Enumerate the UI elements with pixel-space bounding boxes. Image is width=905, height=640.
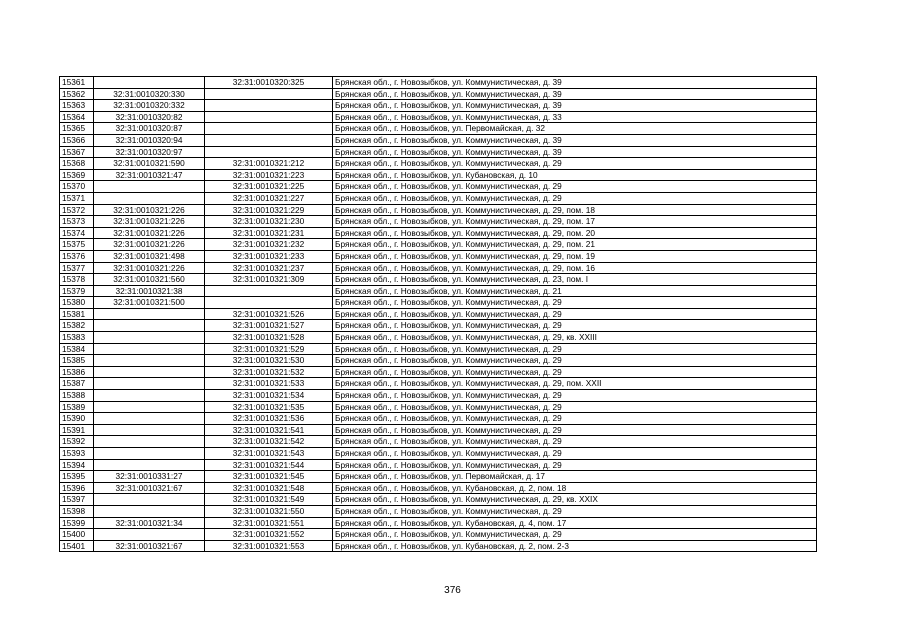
cadastral-number-2-cell: 32:31:0010321:212 bbox=[205, 158, 333, 170]
table-row bbox=[60, 77, 817, 89]
cadastral-number-2-cell: 32:31:0010321:233 bbox=[205, 250, 333, 262]
table-row bbox=[60, 366, 817, 378]
cadastral-number-cell: 32:31:0010321:500 bbox=[94, 297, 205, 309]
cadastral-number-2-cell: 32:31:0010321:545 bbox=[205, 471, 333, 483]
address-cell: Брянская обл., г. Новозыбков, ул. Коммунистическая, д. 29 bbox=[333, 448, 817, 460]
table-row bbox=[60, 204, 817, 216]
row-number-cell: 15389 bbox=[60, 401, 94, 413]
address-cell: Брянская обл., г. Новозыбков, ул. Первомайская, д. 17 bbox=[333, 471, 817, 483]
address-cell: Брянская обл., г. Новозыбков, ул. Коммунистическая, д. 29, пом. XXII bbox=[333, 378, 817, 390]
row-number-cell: 15394 bbox=[60, 459, 94, 471]
row-number-cell: 15373 bbox=[60, 216, 94, 228]
cadastral-number-2-cell bbox=[205, 297, 333, 309]
cadastral-number-2-cell bbox=[205, 88, 333, 100]
row-number-cell: 15391 bbox=[60, 424, 94, 436]
cadastral-number-cell: 32:31:0010321:226 bbox=[94, 227, 205, 239]
cadastral-number-2-cell bbox=[205, 123, 333, 135]
address-cell: Брянская обл., г. Новозыбков, ул. Коммунистическая, д. 33 bbox=[333, 111, 817, 123]
cadastral-number-2-cell: 32:31:0010321:549 bbox=[205, 494, 333, 506]
table-row bbox=[60, 308, 817, 320]
address-cell: Брянская обл., г. Новозыбков, ул. Коммунистическая, д. 39 bbox=[333, 77, 817, 89]
row-number-cell: 15396 bbox=[60, 482, 94, 494]
table-row bbox=[60, 459, 817, 471]
cadastral-number-2-cell: 32:31:0010321:227 bbox=[205, 192, 333, 204]
cadastral-number-cell: 32:31:0010320:332 bbox=[94, 100, 205, 112]
cadastral-number-cell bbox=[94, 436, 205, 448]
cadastral-number-2-cell bbox=[205, 111, 333, 123]
table-row bbox=[60, 494, 817, 506]
table-row bbox=[60, 413, 817, 425]
table-row bbox=[60, 332, 817, 344]
cadastral-number-cell: 32:31:0010320:97 bbox=[94, 146, 205, 158]
address-cell: Брянская обл., г. Новозыбков, ул. Кубановская, д. 4, пом. 17 bbox=[333, 517, 817, 529]
table-row bbox=[60, 181, 817, 193]
cadastral-number-2-cell: 32:31:0010321:553 bbox=[205, 540, 333, 552]
cadastral-number-cell: 32:31:0010320:94 bbox=[94, 134, 205, 146]
row-number-cell: 15383 bbox=[60, 332, 94, 344]
cadastral-number-cell: 32:31:0010321:47 bbox=[94, 169, 205, 181]
row-number-cell: 15378 bbox=[60, 274, 94, 286]
cadastral-number-2-cell: 32:31:0010321:237 bbox=[205, 262, 333, 274]
table-row bbox=[60, 262, 817, 274]
row-number-cell: 15380 bbox=[60, 297, 94, 309]
cadastral-number-cell bbox=[94, 390, 205, 402]
cadastral-number-cell: 32:31:0010320:82 bbox=[94, 111, 205, 123]
cadastral-number-cell: 32:31:0010321:67 bbox=[94, 482, 205, 494]
address-cell: Брянская обл., г. Новозыбков, ул. Коммунистическая, д. 21 bbox=[333, 285, 817, 297]
table-row bbox=[60, 471, 817, 483]
table-row bbox=[60, 320, 817, 332]
page-number: 376 bbox=[444, 585, 461, 596]
address-cell: Брянская обл., г. Новозыбков, ул. Коммунистическая, д. 29 bbox=[333, 343, 817, 355]
address-cell: Брянская обл., г. Новозыбков, ул. Коммунистическая, д. 39 bbox=[333, 100, 817, 112]
address-cell: Брянская обл., г. Новозыбков, ул. Коммунистическая, д. 29, кв. XXIII bbox=[333, 332, 817, 344]
row-number-cell: 15369 bbox=[60, 169, 94, 181]
row-number-cell: 15364 bbox=[60, 111, 94, 123]
address-cell: Брянская обл., г. Новозыбков, ул. Коммунистическая, д. 29 bbox=[333, 181, 817, 193]
table-row bbox=[60, 134, 817, 146]
cadastral-number-cell: 32:31:0010321:34 bbox=[94, 517, 205, 529]
table-row bbox=[60, 111, 817, 123]
address-cell: Брянская обл., г. Новозыбков, ул. Коммунистическая, д. 29, пом. 20 bbox=[333, 227, 817, 239]
address-cell: Брянская обл., г. Новозыбков, ул. Коммунистическая, д. 29 bbox=[333, 459, 817, 471]
address-cell: Брянская обл., г. Новозыбков, ул. Коммунистическая, д. 29, пом. 16 bbox=[333, 262, 817, 274]
cadastral-number-cell: 32:31:0010321:226 bbox=[94, 216, 205, 228]
table-row bbox=[60, 239, 817, 251]
row-number-cell: 15361 bbox=[60, 77, 94, 89]
cadastral-number-cell bbox=[94, 378, 205, 390]
cadastral-number-cell: 32:31:0010320:87 bbox=[94, 123, 205, 135]
table-row bbox=[60, 285, 817, 297]
address-cell: Брянская обл., г. Новозыбков, ул. Коммунистическая, д. 39 bbox=[333, 88, 817, 100]
address-cell: Брянская обл., г. Новозыбков, ул. Коммунистическая, д. 29, пом. 17 bbox=[333, 216, 817, 228]
table-row bbox=[60, 355, 817, 367]
row-number-cell: 15385 bbox=[60, 355, 94, 367]
table-row bbox=[60, 297, 817, 309]
row-number-cell: 15368 bbox=[60, 158, 94, 170]
row-number-cell: 15387 bbox=[60, 378, 94, 390]
table-row bbox=[60, 216, 817, 228]
row-number-cell: 15399 bbox=[60, 517, 94, 529]
cadastral-number-2-cell: 32:31:0010321:528 bbox=[205, 332, 333, 344]
row-number-cell: 15382 bbox=[60, 320, 94, 332]
table-row bbox=[60, 424, 817, 436]
cadastral-number-cell: 32:31:0010320:330 bbox=[94, 88, 205, 100]
cadastral-number-2-cell: 32:31:0010321:541 bbox=[205, 424, 333, 436]
cadastral-number-cell: 32:31:0010321:560 bbox=[94, 274, 205, 286]
row-number-cell: 15392 bbox=[60, 436, 94, 448]
cadastral-number-cell bbox=[94, 77, 205, 89]
row-number-cell: 15371 bbox=[60, 192, 94, 204]
cadastral-number-2-cell: 32:31:0010321:544 bbox=[205, 459, 333, 471]
cadastral-number-cell bbox=[94, 505, 205, 517]
table-row bbox=[60, 378, 817, 390]
cadastral-number-cell bbox=[94, 424, 205, 436]
cadastral-number-cell bbox=[94, 320, 205, 332]
row-number-cell: 15384 bbox=[60, 343, 94, 355]
address-cell: Брянская обл., г. Новозыбков, ул. Кубановская, д. 2, пом. 18 bbox=[333, 482, 817, 494]
row-number-cell: 15390 bbox=[60, 413, 94, 425]
table-row bbox=[60, 436, 817, 448]
table-row bbox=[60, 529, 817, 541]
address-cell: Брянская обл., г. Новозыбков, ул. Коммунистическая, д. 39 bbox=[333, 146, 817, 158]
cadastral-number-2-cell: 32:31:0010321:535 bbox=[205, 401, 333, 413]
cadastral-number-2-cell: 32:31:0010321:548 bbox=[205, 482, 333, 494]
table-row bbox=[60, 100, 817, 112]
cadastral-number-2-cell: 32:31:0010321:530 bbox=[205, 355, 333, 367]
address-cell: Брянская обл., г. Новозыбков, ул. Коммунистическая, д. 29 bbox=[333, 297, 817, 309]
table-row bbox=[60, 192, 817, 204]
row-number-cell: 15386 bbox=[60, 366, 94, 378]
cadastral-number-cell bbox=[94, 459, 205, 471]
row-number-cell: 15375 bbox=[60, 239, 94, 251]
cadastral-number-2-cell: 32:31:0010321:534 bbox=[205, 390, 333, 402]
registry-table bbox=[59, 76, 817, 552]
address-cell: Брянская обл., г. Новозыбков, ул. Коммунистическая, д. 23, пом. I bbox=[333, 274, 817, 286]
table-row bbox=[60, 448, 817, 460]
cadastral-number-2-cell: 32:31:0010321:529 bbox=[205, 343, 333, 355]
row-number-cell: 15400 bbox=[60, 529, 94, 541]
address-cell: Брянская обл., г. Новозыбков, ул. Коммунистическая, д. 29 bbox=[333, 401, 817, 413]
cadastral-number-cell bbox=[94, 355, 205, 367]
cadastral-number-2-cell: 32:31:0010321:543 bbox=[205, 448, 333, 460]
table-row bbox=[60, 505, 817, 517]
row-number-cell: 15365 bbox=[60, 123, 94, 135]
cadastral-number-cell: 32:31:0010321:38 bbox=[94, 285, 205, 297]
address-cell: Брянская обл., г. Новозыбков, ул. Коммунистическая, д. 29 bbox=[333, 308, 817, 320]
cadastral-number-2-cell: 32:31:0010321:536 bbox=[205, 413, 333, 425]
cadastral-number-cell bbox=[94, 181, 205, 193]
row-number-cell: 15367 bbox=[60, 146, 94, 158]
cadastral-number-cell: 32:31:0010321:67 bbox=[94, 540, 205, 552]
row-number-cell: 15362 bbox=[60, 88, 94, 100]
cadastral-number-cell: 32:31:0010321:590 bbox=[94, 158, 205, 170]
table-row bbox=[60, 227, 817, 239]
cadastral-number-cell bbox=[94, 448, 205, 460]
cadastral-number-cell: 32:31:0010321:226 bbox=[94, 262, 205, 274]
cadastral-number-cell bbox=[94, 529, 205, 541]
row-number-cell: 15363 bbox=[60, 100, 94, 112]
cadastral-number-cell: 32:31:0010321:226 bbox=[94, 204, 205, 216]
table-row bbox=[60, 274, 817, 286]
address-cell: Брянская обл., г. Новозыбков, ул. Коммунистическая, д. 29 bbox=[333, 424, 817, 436]
row-number-cell: 15393 bbox=[60, 448, 94, 460]
address-cell: Брянская обл., г. Новозыбков, ул. Кубановская, д. 2, пом. 2-3 bbox=[333, 540, 817, 552]
cadastral-number-2-cell: 32:31:0010321:225 bbox=[205, 181, 333, 193]
cadastral-number-2-cell: 32:31:0010321:542 bbox=[205, 436, 333, 448]
address-cell: Брянская обл., г. Новозыбков, ул. Коммунистическая, д. 29 bbox=[333, 366, 817, 378]
address-cell: Брянская обл., г. Новозыбков, ул. Коммунистическая, д. 29 bbox=[333, 505, 817, 517]
row-number-cell: 15395 bbox=[60, 471, 94, 483]
cadastral-number-2-cell: 32:31:0010321:309 bbox=[205, 274, 333, 286]
table-row bbox=[60, 517, 817, 529]
cadastral-number-cell bbox=[94, 413, 205, 425]
cadastral-number-2-cell: 32:31:0010321:527 bbox=[205, 320, 333, 332]
row-number-cell: 15388 bbox=[60, 390, 94, 402]
cadastral-number-cell bbox=[94, 494, 205, 506]
cadastral-number-2-cell: 32:31:0010321:229 bbox=[205, 204, 333, 216]
cadastral-number-cell: 32:31:0010321:498 bbox=[94, 250, 205, 262]
table-row bbox=[60, 390, 817, 402]
address-cell: Брянская обл., г. Новозыбков, ул. Коммунистическая, д. 29, пом. 19 bbox=[333, 250, 817, 262]
table-row bbox=[60, 482, 817, 494]
cadastral-number-2-cell: 32:31:0010321:532 bbox=[205, 366, 333, 378]
row-number-cell: 15366 bbox=[60, 134, 94, 146]
table-row bbox=[60, 250, 817, 262]
table-row bbox=[60, 158, 817, 170]
address-cell: Брянская обл., г. Новозыбков, ул. Коммунистическая, д. 29, пом. 21 bbox=[333, 239, 817, 251]
address-cell: Брянская обл., г. Новозыбков, ул. Коммунистическая, д. 29 bbox=[333, 390, 817, 402]
table-row bbox=[60, 401, 817, 413]
address-cell: Брянская обл., г. Новозыбков, ул. Коммунистическая, д. 29 bbox=[333, 158, 817, 170]
cadastral-number-2-cell: 32:31:0010321:232 bbox=[205, 239, 333, 251]
cadastral-number-cell bbox=[94, 401, 205, 413]
address-cell: Брянская обл., г. Новозыбков, ул. Коммунистическая, д. 39 bbox=[333, 134, 817, 146]
cadastral-number-2-cell: 32:31:0010321:551 bbox=[205, 517, 333, 529]
address-cell: Брянская обл., г. Новозыбков, ул. Первомайская, д. 32 bbox=[333, 123, 817, 135]
cadastral-number-cell bbox=[94, 192, 205, 204]
address-cell: Брянская обл., г. Новозыбков, ул. Коммунистическая, д. 29 bbox=[333, 413, 817, 425]
row-number-cell: 15381 bbox=[60, 308, 94, 320]
row-number-cell: 15397 bbox=[60, 494, 94, 506]
address-cell: Брянская обл., г. Новозыбков, ул. Коммунистическая, д. 29 bbox=[333, 320, 817, 332]
cadastral-number-2-cell: 32:31:0010321:526 bbox=[205, 308, 333, 320]
registry-table-body bbox=[60, 77, 817, 552]
cadastral-number-2-cell: 32:31:0010321:223 bbox=[205, 169, 333, 181]
table-row bbox=[60, 123, 817, 135]
table-row bbox=[60, 343, 817, 355]
row-number-cell: 15401 bbox=[60, 540, 94, 552]
cadastral-number-2-cell: 32:31:0010321:552 bbox=[205, 529, 333, 541]
row-number-cell: 15374 bbox=[60, 227, 94, 239]
row-number-cell: 15370 bbox=[60, 181, 94, 193]
cadastral-number-cell bbox=[94, 366, 205, 378]
address-cell: Брянская обл., г. Новозыбков, ул. Коммунистическая, д. 29 bbox=[333, 529, 817, 541]
row-number-cell: 15377 bbox=[60, 262, 94, 274]
cadastral-number-cell: 32:31:0010321:226 bbox=[94, 239, 205, 251]
table-row bbox=[60, 88, 817, 100]
cadastral-number-2-cell bbox=[205, 285, 333, 297]
cadastral-number-2-cell: 32:31:0010320:325 bbox=[205, 77, 333, 89]
table-row bbox=[60, 169, 817, 181]
cadastral-number-cell bbox=[94, 343, 205, 355]
row-number-cell: 15372 bbox=[60, 204, 94, 216]
address-cell: Брянская обл., г. Новозыбков, ул. Коммунистическая, д. 29, пом. 18 bbox=[333, 204, 817, 216]
address-cell: Брянская обл., г. Новозыбков, ул. Коммунистическая, д. 29 bbox=[333, 355, 817, 367]
address-cell: Брянская обл., г. Новозыбков, ул. Кубановская, д. 10 bbox=[333, 169, 817, 181]
address-cell: Брянская обл., г. Новозыбков, ул. Коммунистическая, д. 29, кв. XXIX bbox=[333, 494, 817, 506]
cadastral-number-cell bbox=[94, 332, 205, 344]
cadastral-number-2-cell: 32:31:0010321:231 bbox=[205, 227, 333, 239]
table-row bbox=[60, 540, 817, 552]
cadastral-number-cell bbox=[94, 308, 205, 320]
address-cell: Брянская обл., г. Новозыбков, ул. Коммунистическая, д. 29 bbox=[333, 436, 817, 448]
cadastral-number-2-cell bbox=[205, 100, 333, 112]
cadastral-number-2-cell: 32:31:0010321:550 bbox=[205, 505, 333, 517]
address-cell: Брянская обл., г. Новозыбков, ул. Коммунистическая, д. 29 bbox=[333, 192, 817, 204]
cadastral-number-2-cell: 32:31:0010321:230 bbox=[205, 216, 333, 228]
cadastral-number-cell: 32:31:0010331:27 bbox=[94, 471, 205, 483]
cadastral-number-2-cell: 32:31:0010321:533 bbox=[205, 378, 333, 390]
row-number-cell: 15398 bbox=[60, 505, 94, 517]
row-number-cell: 15379 bbox=[60, 285, 94, 297]
table-row bbox=[60, 146, 817, 158]
cadastral-number-2-cell bbox=[205, 146, 333, 158]
cadastral-number-2-cell bbox=[205, 134, 333, 146]
row-number-cell: 15376 bbox=[60, 250, 94, 262]
